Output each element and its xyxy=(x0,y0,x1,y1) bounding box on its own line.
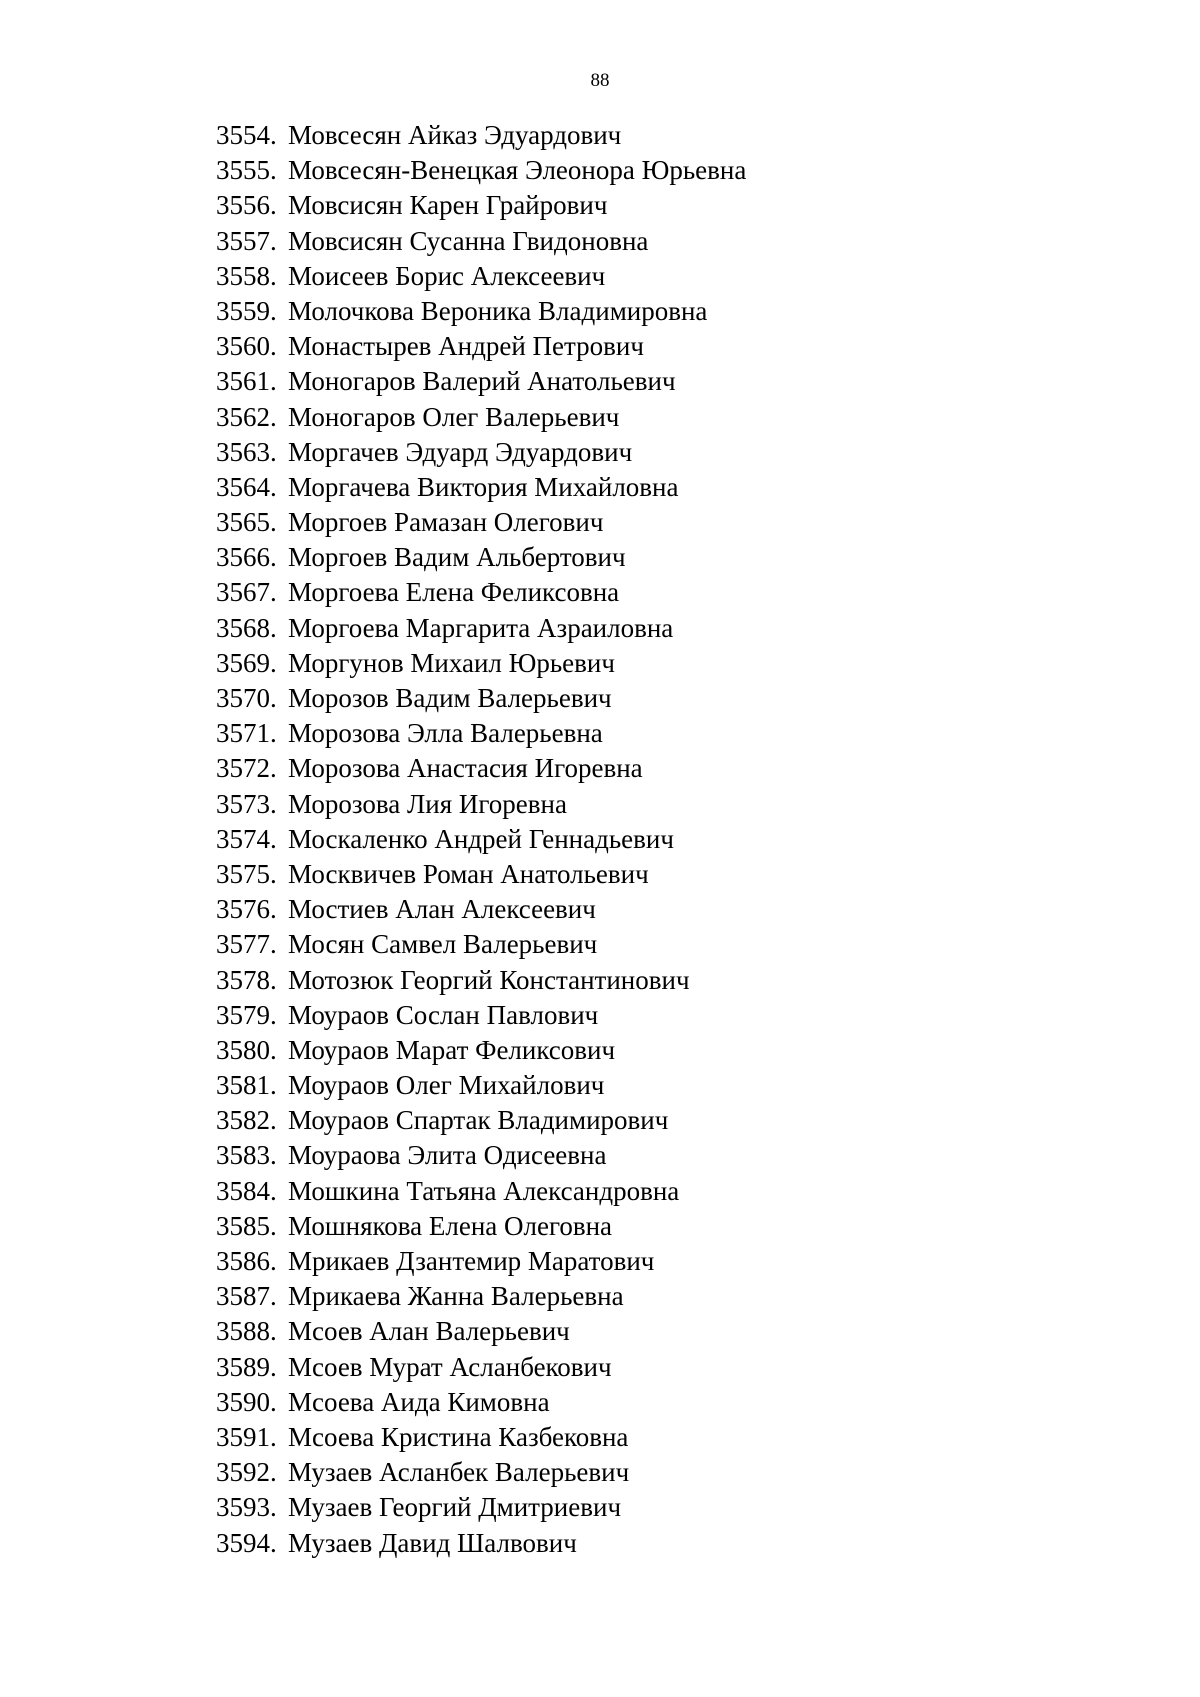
entry-number: 3577. xyxy=(216,929,277,960)
entry-number: 3562. xyxy=(216,401,277,432)
entry-number: 3592. xyxy=(216,1457,277,1488)
entry-name: Мсоев Мурат Асланбекович xyxy=(288,1351,612,1382)
name-list xyxy=(216,118,746,1561)
list-item xyxy=(216,1350,746,1385)
entry-name: Монастырев Андрей Петрович xyxy=(288,331,644,362)
entry-name: Моргачева Виктория Михайловна xyxy=(288,471,679,502)
entry-name: Мовсисян Карен Грайрович xyxy=(288,190,608,221)
list-item xyxy=(216,1209,746,1244)
entry-number: 3572. xyxy=(216,753,277,784)
entry-name: Мошнякова Елена Олеговна xyxy=(288,1210,613,1241)
list-item xyxy=(216,681,746,716)
list-item xyxy=(216,118,746,153)
entry-number: 3569. xyxy=(216,647,277,678)
list-item xyxy=(216,153,746,188)
entry-name: Моногаров Валерий Анатольевич xyxy=(288,366,676,397)
entry-name: Мсоева Аида Кимовна xyxy=(288,1386,550,1417)
entry-number: 3558. xyxy=(216,260,277,291)
list-item xyxy=(216,400,746,435)
entry-name: Мрикаева Жанна Валерьевна xyxy=(288,1281,624,1312)
entry-name: Молочкова Вероника Владимировна xyxy=(288,295,708,326)
entry-name: Мовсисян Сусанна Гвидоновна xyxy=(288,225,649,256)
entry-name: Мсоев Алан Валерьевич xyxy=(288,1316,570,1347)
entry-name: Моргунов Михаил Юрьевич xyxy=(288,647,615,678)
entry-number: 3580. xyxy=(216,1034,277,1065)
entry-name: Мосян Самвел Валерьевич xyxy=(288,929,598,960)
list-item xyxy=(216,1455,746,1490)
list-item xyxy=(216,294,746,329)
entry-name: Мовсесян Айказ Эдуардович xyxy=(288,120,622,150)
entry-name: Моураов Марат Феликсович xyxy=(288,1034,616,1065)
list-item xyxy=(216,1526,746,1561)
entry-number: 3554. xyxy=(216,120,277,150)
entry-name: Музаев Георгий Дмитриевич xyxy=(288,1492,622,1523)
entry-number: 3578. xyxy=(216,964,277,995)
entry-name: Мошкина Татьяна Александровна xyxy=(288,1175,680,1206)
entry-number: 3582. xyxy=(216,1105,277,1136)
list-item xyxy=(216,857,746,892)
list-item xyxy=(216,435,746,470)
list-item xyxy=(216,224,746,259)
list-item xyxy=(216,540,746,575)
entry-number: 3573. xyxy=(216,788,277,819)
list-item xyxy=(216,1244,746,1279)
entry-name: Морозова Элла Валерьевна xyxy=(288,718,603,749)
entry-name: Моргачев Эдуард Эдуардович xyxy=(288,436,633,467)
entry-number: 3568. xyxy=(216,612,277,643)
list-item xyxy=(216,751,746,786)
list-item xyxy=(216,259,746,294)
entry-number: 3559. xyxy=(216,295,277,326)
list-item xyxy=(216,1279,746,1314)
list-item xyxy=(216,329,746,364)
entry-name: Музаев Асланбек Валерьевич xyxy=(288,1457,630,1488)
entry-name: Мотозюк Георгий Константинович xyxy=(288,964,690,995)
list-item xyxy=(216,1314,746,1349)
entry-name: Морозов Вадим Валерьевич xyxy=(288,683,612,713)
entry-name: Моргоева Елена Феликсовна xyxy=(288,577,620,608)
entry-number: 3591. xyxy=(216,1421,277,1452)
list-item xyxy=(216,364,746,399)
list-item xyxy=(216,716,746,751)
entry-number: 3594. xyxy=(216,1527,277,1558)
list-item xyxy=(216,188,746,223)
list-item xyxy=(216,927,746,962)
entry-number: 3575. xyxy=(216,858,277,889)
entry-name: Моргоев Вадим Альбертович xyxy=(288,542,626,573)
entry-name: Мовсесян-Венецкая Элеонора Юрьевна xyxy=(288,155,747,186)
entry-name: Морозова Анастасия Игоревна xyxy=(288,753,643,784)
entry-number: 3579. xyxy=(216,999,277,1030)
entry-number: 3564. xyxy=(216,471,277,502)
list-item xyxy=(216,470,746,505)
list-item xyxy=(216,963,746,998)
entry-name: Моргоев Рамазан Олегович xyxy=(288,507,604,538)
entry-name: Мрикаев Дзантемир Маратович xyxy=(288,1246,655,1276)
list-item xyxy=(216,611,746,646)
entry-number: 3590. xyxy=(216,1386,277,1417)
entry-number: 3556. xyxy=(216,190,277,221)
entry-number: 3557. xyxy=(216,225,277,256)
entry-name: Моураов Олег Михайлович xyxy=(288,1070,605,1101)
entry-name: Моногаров Олег Валерьевич xyxy=(288,401,620,432)
list-item xyxy=(216,1420,746,1455)
list-item xyxy=(216,1068,746,1103)
entry-name: Морозова Лия Игоревна xyxy=(288,788,567,819)
entry-number: 3570. xyxy=(216,683,277,713)
entry-number: 3584. xyxy=(216,1175,277,1206)
list-item xyxy=(216,1103,746,1138)
list-item xyxy=(216,1033,746,1068)
entry-number: 3585. xyxy=(216,1210,277,1241)
entry-name: Москаленко Андрей Геннадьевич xyxy=(288,823,674,854)
list-item xyxy=(216,505,746,540)
entry-number: 3588. xyxy=(216,1316,277,1347)
entry-number: 3581. xyxy=(216,1070,277,1101)
page-number: 88 xyxy=(590,70,610,91)
entry-name: Моураова Элита Одисеевна xyxy=(288,1140,607,1171)
entry-name: Мсоева Кристина Казбековна xyxy=(288,1421,629,1452)
list-item xyxy=(216,787,746,822)
entry-number: 3593. xyxy=(216,1492,277,1523)
list-item xyxy=(216,575,746,610)
list-item xyxy=(216,822,746,857)
entry-name: Моураов Спартак Владимирович xyxy=(288,1105,669,1136)
entry-number: 3560. xyxy=(216,331,277,362)
entry-number: 3574. xyxy=(216,823,277,854)
list-item xyxy=(216,1385,746,1420)
entry-number: 3589. xyxy=(216,1351,277,1382)
list-item xyxy=(216,1490,746,1525)
entry-number: 3561. xyxy=(216,366,277,397)
list-item xyxy=(216,1174,746,1209)
entry-number: 3567. xyxy=(216,577,277,608)
entry-number: 3566. xyxy=(216,542,277,573)
entry-name: Моураов Сослан Павлович xyxy=(288,999,599,1030)
list-item xyxy=(216,1138,746,1173)
list-item xyxy=(216,892,746,927)
entry-number: 3586. xyxy=(216,1246,277,1276)
entry-name: Мостиев Алан Алексеевич xyxy=(288,894,596,925)
entry-name: Музаев Давид Шалвович xyxy=(288,1527,577,1558)
entry-name: Москвичев Роман Анатольевич xyxy=(288,858,649,889)
entry-number: 3565. xyxy=(216,507,277,538)
entry-number: 3576. xyxy=(216,894,277,925)
entry-number: 3587. xyxy=(216,1281,277,1312)
entry-number: 3571. xyxy=(216,718,277,749)
entry-name: Моисеев Борис Алексеевич xyxy=(288,260,606,291)
entry-number: 3563. xyxy=(216,436,277,467)
entry-number: 3583. xyxy=(216,1140,277,1171)
entry-number: 3555. xyxy=(216,155,277,186)
list-item xyxy=(216,646,746,681)
list-item xyxy=(216,998,746,1033)
entry-name: Моргоева Маргарита Азраиловна xyxy=(288,612,674,643)
